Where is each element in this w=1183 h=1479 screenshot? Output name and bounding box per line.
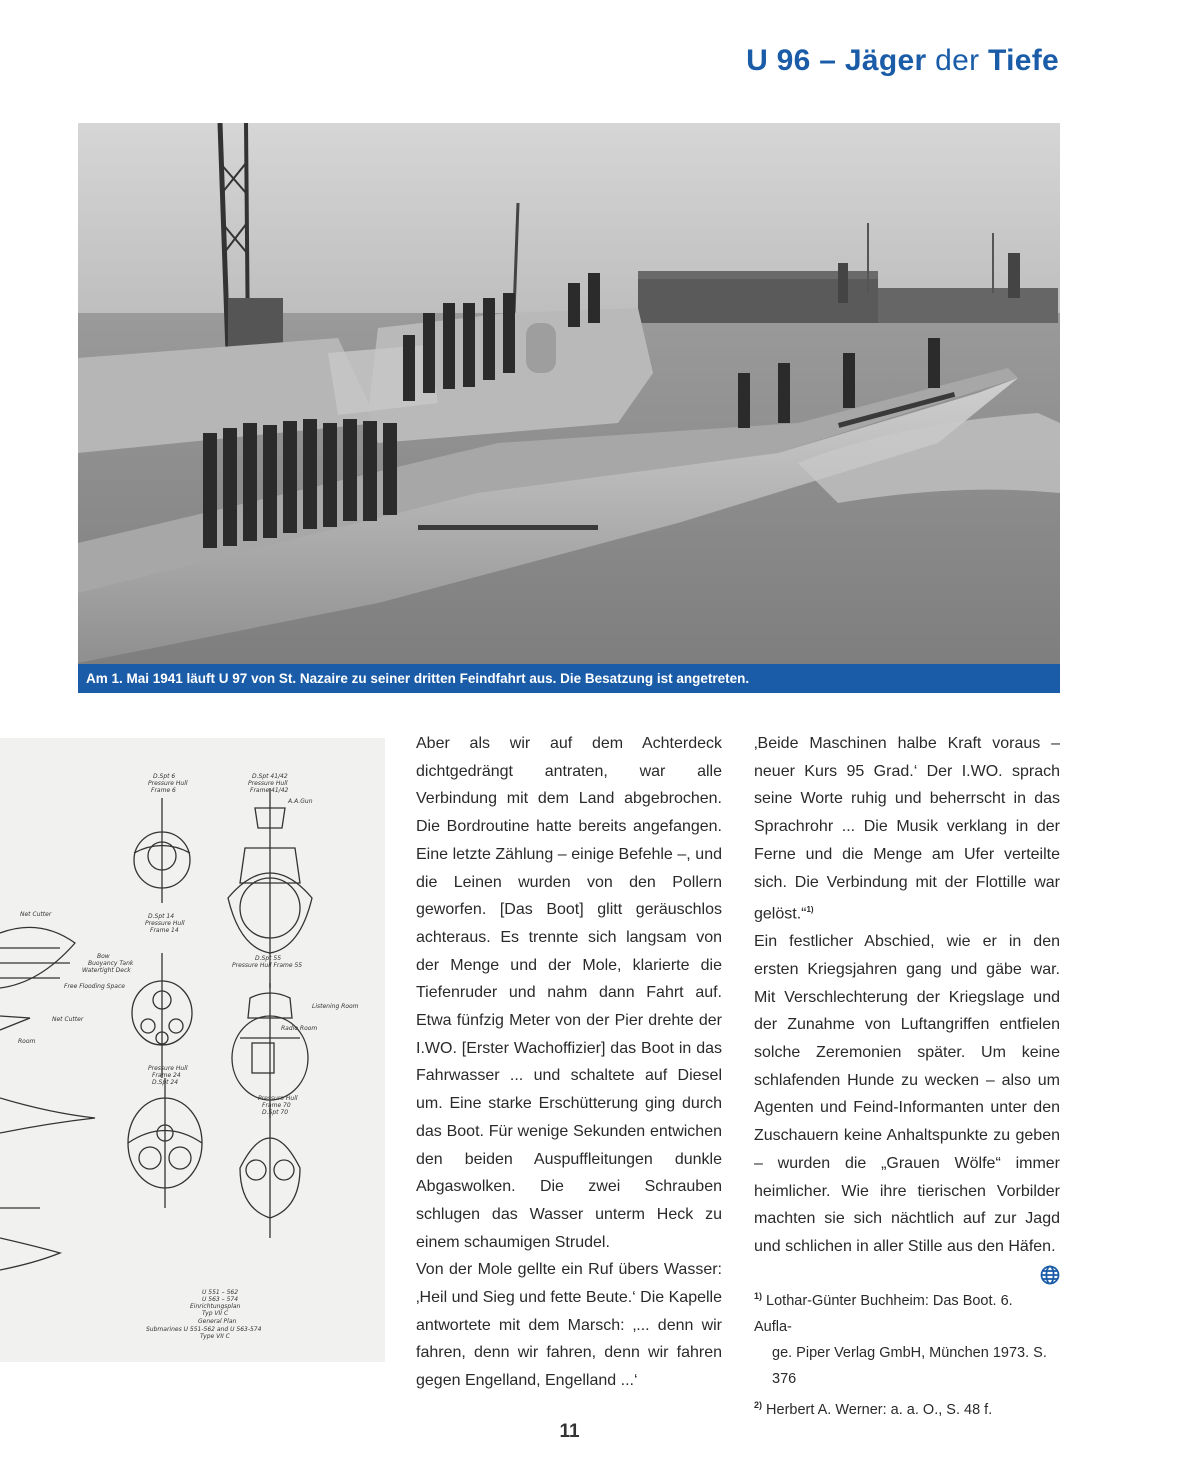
bp-label-free-flooding: Free Flooding Space (64, 983, 125, 990)
bp-title-4: Typ VII C (202, 1310, 229, 1317)
bp-title-6: Submarines U 551-562 and U 563-574 (146, 1326, 262, 1333)
bp-label-aa-gun: A.A.Gun (288, 798, 313, 805)
footnote-marker-1: 1) (754, 1290, 763, 1301)
bp-label-frame70: Frame 70 (262, 1102, 291, 1109)
bp-label-pressure-hull-6: Pressure Hull (148, 780, 188, 787)
page-title (746, 44, 1059, 78)
bp-label-pressure-hull-70: Pressure Hull (258, 1095, 298, 1102)
bp-title-2: U 563 – 574 (202, 1296, 239, 1303)
submarine-photo (78, 123, 1060, 693)
footnote-1-line-1: Lothar-Günter Buchheim: Das Boot. 6. Aufla- (754, 1292, 1013, 1335)
bp-label-pressure-hull-42: Pressure Hull (248, 780, 288, 787)
bp-label-bow: Bow (97, 953, 110, 960)
bp-label-radio: Radio Room (281, 1025, 318, 1032)
bp-title-5: General Plan (198, 1318, 237, 1325)
bp-label-frame14: Frame 14 (150, 927, 179, 934)
article-paragraph-2: Von der Mole gellte ein Ruf übers Wasser: ‚Heil und Sieg und fette Beute.‘ Die Kapelle antwortete mit dem Marsch: ‚... denn wir fahren, denn wir fahren, denn wir fahren gegen Engelland, Engelland ...‘ (416, 1261, 722, 1390)
blueprint-illustration (0, 738, 385, 1362)
bp-label-dspt55: D.Spt 55 (255, 955, 282, 962)
blueprint-drawing (0, 738, 385, 1362)
bp-label-frame42: Frame 41/42 (250, 787, 289, 794)
article-paragraph-3-text: ‚Beide Maschinen halbe Kraft voraus – neuer Kurs 95 Grad.‘ Der I.WO. sprach seine Worte ruhig und beherrscht in das Sprachrohr ... Die Musik verklang in der Ferne und die Menge am Ufer verteilte sich. Die Verbindung mit der Flottille war gelöst.“ (754, 735, 1060, 923)
globe-icon (1040, 1265, 1060, 1285)
bp-label-pressure-hull-14: Pressure Hull (145, 920, 185, 927)
article-paragraph-3 (754, 730, 1060, 928)
footnote-marker-2: 2) (754, 1399, 763, 1410)
photo-illustration (78, 123, 1060, 693)
bp-label-dspt6: D.Spt 6 (153, 773, 176, 780)
bp-label-room: Room (18, 1038, 36, 1045)
title-part-1: U 96 – Jäger (746, 44, 927, 77)
bp-label-watertight-deck: Watertight Deck (82, 967, 131, 974)
bp-label-frame55: Pressure Hull Frame 55 (232, 962, 303, 969)
photo-caption: Am 1. Mai 1941 läuft U 97 von St. Nazaire zu seiner dritten Feindfahrt aus. Die Besatzung ist angetreten. (78, 664, 1060, 693)
title-part-2: der (935, 44, 980, 77)
bp-label-frame24: Frame 24 (152, 1072, 181, 1079)
bp-label-dspt14: D.Spt 14 (148, 913, 175, 920)
bp-title-1: U 551 – 562 (202, 1289, 239, 1296)
bp-label-net-cutter-top: Net Cutter (20, 911, 52, 918)
footnote-1-line-2: ge. Piper Verlag GmbH, München 1973. S. 376 (772, 1344, 1047, 1387)
article-column-left (416, 730, 722, 1395)
footnote-2-line-1: Herbert A. Werner: a. a. O., S. 48 f. (766, 1401, 993, 1418)
bp-label-listening: Listening Room (312, 1003, 359, 1010)
bp-label-dspt42: D.Spt 41/42 (252, 773, 288, 780)
bp-label-buoyancy-tank: Buoyancy Tank (88, 960, 134, 967)
footnotes (754, 1283, 1060, 1423)
article-paragraph-1: Aber als wir auf dem Achterdeck dichtgedrängt antraten, war alle Verbindung mit dem Land abgebrochen. Die Bordroutine hatte bereits angefangen. Eine letzte Zählung – einige Befehle –, und die Leinen wurden von den Pollern geworfen. [Das Boot] glitt geräuschlos achteraus. Es trennte sich langsam von der Menge und der Mole, klarierte die Tiefenruder und nahm dann Fahrt auf. Etwa fünfzig Meter von der Pier drehte der I.WO. [Erster Wachoffizier] das Boot in das Fahrwasser ... und schaltete auf Diesel um. Eine starke Erschütterung ging durch das Boot. Für wenige Sekunden entwichen den beiden Auspuffleitungen dunkle Abgaswolken. Die zwei Schrauben schlugen das Wasser unterm Heck zu einem schaumigen Strudel. (416, 735, 722, 1251)
bp-title-3: Einrichtungsplan (190, 1303, 241, 1310)
footnote-reference-1: 1) (806, 905, 814, 915)
bp-label-pressure-hull-24: Pressure Hull (148, 1065, 188, 1072)
article-paragraph-4-text: Ein festlicher Abschied, wie er in den ersten Kriegsjahren gang und gäbe war. Mit Verschlechterung der Kriegslage und der Zunahme von Luftangriffen entfielen solche Zeremonien später. Um keine schlafenden Hunde zu wecken – also um Agenten und Feind-Informanten unter den Zuschauern keine Anhaltspunkte zu geben – wurden die „Grauen Wölfe“ immer heimlicher. Wie ihre tierischen Vorbilder machten sie sich nächtlich auf zur Jagd und schlichen in aller Stille aus den Häfen. (754, 933, 1060, 1255)
page-number: 11 (559, 1421, 580, 1442)
footnote-1 (754, 1283, 1060, 1340)
bp-title-7: Type VII C (200, 1333, 230, 1340)
bp-label-dspt70: D.Spt 70 (262, 1109, 289, 1116)
bp-label-frame6: Frame 6 (151, 787, 176, 794)
article-paragraph-4 (754, 928, 1060, 1260)
footnote-2 (754, 1392, 1060, 1423)
article-column-right (754, 730, 1060, 1422)
title-part-3: Tiefe (988, 44, 1059, 77)
bp-label-dspt24: D.Spt 24 (152, 1079, 179, 1086)
bp-label-net-cutter-bottom: Net Cutter (52, 1016, 84, 1023)
